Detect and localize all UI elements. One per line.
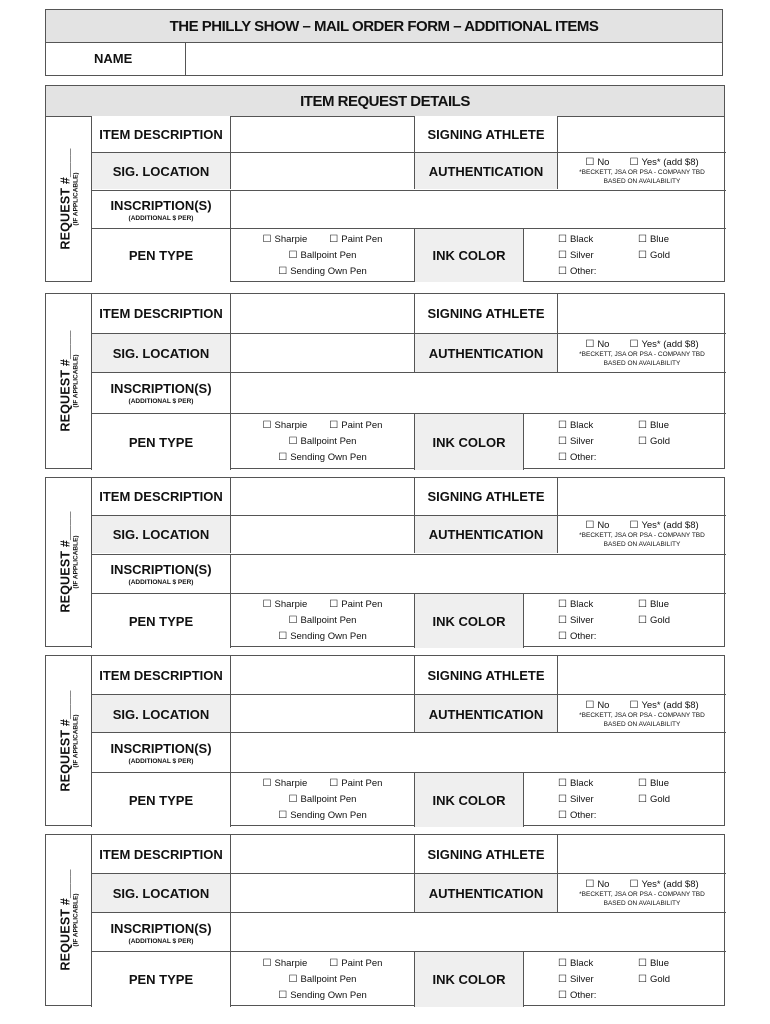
request-number-sub: (IF APPLICABLE) — [72, 535, 79, 589]
signing-athlete-field[interactable] — [557, 294, 726, 333]
sig-location-label: SIG. LOCATION — [91, 333, 230, 373]
ink-other-option[interactable]: ☐ Other: — [558, 265, 597, 277]
pen-type-label: PEN TYPE — [91, 413, 230, 470]
item-description-label: ITEM DESCRIPTION — [91, 835, 230, 873]
ink-blue-option[interactable]: ☐ Blue — [638, 233, 669, 245]
auth-note-2: BASED ON AVAILABILITY — [603, 541, 681, 548]
item-description-label: ITEM DESCRIPTION — [91, 656, 230, 694]
ink-silver-option[interactable]: ☐ Silver — [558, 973, 594, 985]
item-description-field[interactable] — [230, 478, 414, 515]
inscription-title: INSCRIPTION(S) — [110, 740, 212, 756]
authentication-options — [557, 152, 726, 189]
signing-athlete-field[interactable] — [557, 835, 726, 873]
item-description-field[interactable] — [230, 656, 414, 694]
sig-location-label: SIG. LOCATION — [91, 873, 230, 912]
auth-note-1: *BECKETT, JSA OR PSA - COMPANY TBD — [579, 532, 705, 539]
ink-color-label: INK COLOR — [414, 593, 523, 648]
form-title: THE PHILLY SHOW – MAIL ORDER FORM – ADDITIONAL ITEMS — [45, 9, 723, 43]
ink-black-option[interactable]: ☐ Black — [558, 778, 594, 789]
authentication-options — [557, 873, 726, 912]
auth-note-2: BASED ON AVAILABILITY — [603, 899, 681, 907]
request-block — [45, 293, 725, 469]
sig-location-label: SIG. LOCATION — [91, 152, 230, 189]
authentication-label: AUTHENTICATION — [414, 333, 557, 373]
signing-athlete-field[interactable] — [557, 116, 726, 152]
ink-gold-option[interactable]: ☐ Gold — [638, 436, 671, 447]
request-number-sub: (IF APPLICABLE) — [72, 171, 79, 226]
authentication-options — [557, 694, 726, 733]
request-number-cell[interactable] — [46, 116, 92, 281]
pen-ballpoint-option[interactable]: ☐ Ballpoint Pen — [288, 973, 357, 985]
pen-type-options — [230, 593, 414, 648]
auth-note-1: *BECKETT, JSA OR PSA - COMPANY TBD — [579, 711, 705, 719]
name-label: NAME — [46, 42, 186, 75]
inscription-label — [91, 372, 230, 413]
request-number-cell[interactable] — [46, 656, 92, 825]
item-description-label: ITEM DESCRIPTION — [91, 116, 230, 152]
signing-athlete-label: SIGNING ATHLETE — [414, 835, 557, 873]
ink-other-option[interactable]: ☐ Other: — [558, 452, 597, 463]
sig-location-field[interactable] — [230, 152, 414, 189]
signing-athlete-field[interactable] — [557, 478, 726, 515]
pen-paint-option[interactable]: ☐ Paint Pen — [329, 420, 383, 431]
request-number-cell[interactable] — [46, 294, 92, 468]
pen-sharpie-option[interactable]: ☐ Sharpie — [262, 778, 308, 789]
pen-ballpoint-option[interactable]: ☐ Ballpoint Pen — [288, 615, 357, 626]
item-description-label: ITEM DESCRIPTION — [91, 294, 230, 333]
inscription-sub: (ADDITIONAL $ PER) — [128, 214, 194, 222]
signing-athlete-label: SIGNING ATHLETE — [414, 656, 557, 694]
pen-ballpoint-option[interactable]: ☐ Ballpoint Pen — [288, 794, 357, 805]
signing-athlete-field[interactable] — [557, 656, 726, 694]
pen-type-options — [230, 772, 414, 827]
sig-location-field[interactable] — [230, 515, 414, 553]
pen-type-options — [230, 951, 414, 1007]
ink-color-options — [523, 228, 726, 282]
ink-gold-option[interactable]: ☐ Gold — [638, 973, 671, 985]
request-number-sub: (IF APPLICABLE) — [72, 354, 79, 408]
ink-color-options — [523, 413, 726, 470]
item-description-field[interactable] — [230, 116, 414, 152]
ink-silver-option[interactable]: ☐ Silver — [558, 615, 594, 626]
pen-ballpoint-option[interactable]: ☐ Ballpoint Pen — [288, 249, 357, 261]
item-description-field[interactable] — [230, 294, 414, 333]
signing-athlete-label: SIGNING ATHLETE — [414, 478, 557, 515]
inscription-field[interactable] — [230, 912, 726, 952]
ink-black-option[interactable]: ☐ Black — [558, 420, 594, 431]
ink-silver-option[interactable]: ☐ Silver — [558, 794, 594, 805]
request-number-label: REQUEST #____ — [58, 147, 72, 250]
auth-yes-option[interactable]: ☐ Yes* (add $8) — [629, 878, 699, 890]
request-number-label: REQUEST #____ — [58, 511, 72, 613]
ink-blue-option[interactable]: ☐ Blue — [638, 778, 669, 789]
auth-no-option[interactable]: ☐ No — [585, 156, 610, 168]
request-block — [45, 477, 725, 647]
inscription-label — [91, 912, 230, 952]
authentication-options — [557, 515, 726, 553]
auth-no-option[interactable]: ☐ No — [585, 520, 610, 531]
inscription-title: INSCRIPTION(S) — [110, 197, 212, 213]
sig-location-label: SIG. LOCATION — [91, 694, 230, 733]
inscription-label — [91, 190, 230, 228]
request-number-cell[interactable] — [46, 478, 92, 646]
auth-yes-option[interactable]: ☐ Yes* (add $8) — [629, 156, 699, 168]
pen-type-label: PEN TYPE — [91, 228, 230, 282]
pen-ballpoint-option[interactable]: ☐ Ballpoint Pen — [288, 436, 357, 447]
signing-athlete-label: SIGNING ATHLETE — [414, 294, 557, 333]
ink-black-option[interactable]: ☐ Black — [558, 233, 594, 245]
ink-blue-option[interactable]: ☐ Blue — [638, 957, 669, 969]
auth-note-2: BASED ON AVAILABILITY — [603, 177, 681, 185]
ink-gold-option[interactable]: ☐ Gold — [638, 615, 671, 626]
inscription-field[interactable] — [230, 554, 726, 593]
ink-other-option[interactable]: ☐ Other: — [558, 810, 597, 821]
section-title: ITEM REQUEST DETAILS — [45, 85, 725, 117]
ink-gold-option[interactable]: ☐ Gold — [638, 794, 671, 805]
inscription-label — [91, 554, 230, 593]
inscription-title: INSCRIPTION(S) — [110, 920, 212, 936]
ink-blue-option[interactable]: ☐ Blue — [638, 420, 669, 431]
auth-yes-option[interactable]: ☐ Yes* (add $8) — [629, 699, 699, 711]
ink-color-options — [523, 772, 726, 827]
pen-type-label: PEN TYPE — [91, 951, 230, 1007]
ink-other-option[interactable]: ☐ Other: — [558, 989, 597, 1001]
sig-location-field[interactable] — [230, 333, 414, 373]
pen-sharpie-option[interactable]: ☐ Sharpie — [262, 957, 308, 969]
pen-sharpie-option[interactable]: ☐ Sharpie — [262, 233, 308, 245]
auth-no-option[interactable]: ☐ No — [585, 339, 610, 350]
sig-location-field[interactable] — [230, 694, 414, 733]
ink-gold-option[interactable]: ☐ Gold — [638, 249, 671, 261]
auth-no-option[interactable]: ☐ No — [585, 699, 610, 711]
ink-black-option[interactable]: ☐ Black — [558, 599, 594, 610]
authentication-options — [557, 333, 726, 373]
auth-note-2: BASED ON AVAILABILITY — [603, 360, 681, 367]
auth-note-1: *BECKETT, JSA OR PSA - COMPANY TBD — [579, 890, 705, 898]
pen-own-option[interactable]: ☐ Sending Own Pen — [278, 810, 367, 821]
pen-sharpie-option[interactable]: ☐ Sharpie — [262, 420, 308, 431]
inscription-field[interactable] — [230, 190, 726, 228]
pen-paint-option[interactable]: ☐ Paint Pen — [329, 599, 383, 610]
inscription-sub: (ADDITIONAL $ PER) — [128, 757, 194, 765]
name-field[interactable] — [186, 42, 722, 75]
request-block — [45, 116, 725, 282]
inscription-sub: (ADDITIONAL $ PER) — [128, 937, 194, 945]
inscription-sub: (ADDITIONAL $ PER) — [128, 398, 194, 405]
signing-athlete-label: SIGNING ATHLETE — [414, 116, 557, 152]
pen-paint-option[interactable]: ☐ Paint Pen — [329, 957, 383, 969]
ink-color-label: INK COLOR — [414, 951, 523, 1007]
ink-color-options — [523, 951, 726, 1007]
auth-note-2: BASED ON AVAILABILITY — [603, 720, 681, 728]
ink-silver-option[interactable]: ☐ Silver — [558, 436, 594, 447]
request-block — [45, 655, 725, 826]
auth-note-1: *BECKETT, JSA OR PSA - COMPANY TBD — [579, 351, 705, 358]
inscription-sub: (ADDITIONAL $ PER) — [128, 579, 194, 586]
auth-no-option[interactable]: ☐ No — [585, 878, 610, 890]
auth-yes-option[interactable]: ☐ Yes* (add $8) — [629, 339, 699, 350]
ink-other-option[interactable]: ☐ Other: — [558, 631, 597, 642]
request-number-sub: (IF APPLICABLE) — [72, 713, 79, 768]
request-block — [45, 834, 725, 1006]
request-number-cell[interactable] — [46, 835, 92, 1005]
ink-color-options — [523, 593, 726, 648]
pen-own-option[interactable]: ☐ Sending Own Pen — [278, 265, 367, 277]
auth-note-1: *BECKETT, JSA OR PSA - COMPANY TBD — [579, 168, 705, 176]
ink-color-label: INK COLOR — [414, 413, 523, 470]
pen-paint-option[interactable]: ☐ Paint Pen — [329, 233, 383, 245]
pen-own-option[interactable]: ☐ Sending Own Pen — [278, 989, 367, 1001]
inscription-title: INSCRIPTION(S) — [110, 381, 212, 396]
item-description-field[interactable] — [230, 835, 414, 873]
item-description-label: ITEM DESCRIPTION — [91, 478, 230, 515]
pen-type-options — [230, 413, 414, 470]
authentication-label: AUTHENTICATION — [414, 694, 557, 733]
ink-blue-option[interactable]: ☐ Blue — [638, 599, 669, 610]
pen-own-option[interactable]: ☐ Sending Own Pen — [278, 452, 367, 463]
pen-type-label: PEN TYPE — [91, 772, 230, 827]
request-number-label: REQUEST #____ — [58, 869, 72, 971]
authentication-label: AUTHENTICATION — [414, 873, 557, 912]
ink-silver-option[interactable]: ☐ Silver — [558, 249, 594, 261]
inscription-title: INSCRIPTION(S) — [110, 562, 212, 577]
inscription-field[interactable] — [230, 732, 726, 772]
authentication-label: AUTHENTICATION — [414, 152, 557, 189]
pen-type-options — [230, 228, 414, 282]
inscription-field[interactable] — [230, 372, 726, 413]
ink-color-label: INK COLOR — [414, 772, 523, 827]
ink-black-option[interactable]: ☐ Black — [558, 957, 594, 969]
name-row — [45, 42, 723, 76]
request-number-label: REQUEST #____ — [58, 689, 72, 792]
auth-yes-option[interactable]: ☐ Yes* (add $8) — [629, 520, 699, 531]
pen-sharpie-option[interactable]: ☐ Sharpie — [262, 599, 308, 610]
sig-location-label: SIG. LOCATION — [91, 515, 230, 553]
request-number-label: REQUEST #____ — [58, 330, 72, 432]
request-number-sub: (IF APPLICABLE) — [72, 893, 79, 947]
pen-paint-option[interactable]: ☐ Paint Pen — [329, 778, 383, 789]
ink-color-label: INK COLOR — [414, 228, 523, 282]
authentication-label: AUTHENTICATION — [414, 515, 557, 553]
pen-own-option[interactable]: ☐ Sending Own Pen — [278, 631, 367, 642]
pen-type-label: PEN TYPE — [91, 593, 230, 648]
inscription-label — [91, 732, 230, 772]
sig-location-field[interactable] — [230, 873, 414, 912]
